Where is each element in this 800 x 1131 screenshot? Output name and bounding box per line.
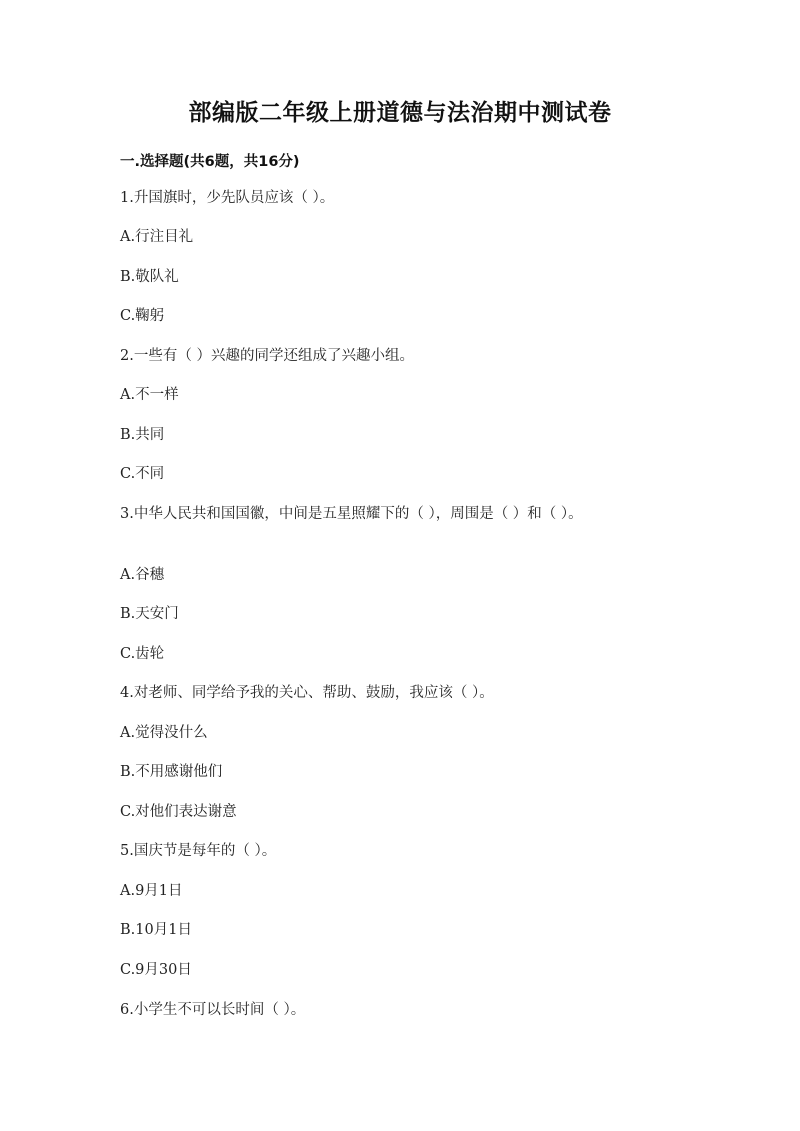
question-1-stem: 1.升国旗时，少先队员应该（ ）。: [120, 190, 335, 206]
question-1-option-b[interactable]: B.敬队礼: [120, 269, 179, 285]
question-3-stem: 3.中华人民共和国国徽，中间是五星照耀下的（ ），周围是（ ）和（ ）。: [120, 506, 583, 522]
question-5-option-a[interactable]: A.9月1日: [120, 883, 183, 899]
question-4-option-c[interactable]: C.对他们表达谢意: [120, 804, 237, 820]
question-4-option-a[interactable]: A.觉得没什么: [120, 725, 208, 741]
question-1-option-a[interactable]: A.行注目礼: [120, 229, 194, 245]
question-2-option-a[interactable]: A.不一样: [120, 387, 179, 403]
question-2-option-c[interactable]: C.不同: [120, 466, 165, 482]
question-5-option-c[interactable]: C.9月30日: [120, 962, 192, 978]
question-5-option-b[interactable]: B.10月1日: [120, 922, 192, 938]
question-1-option-c[interactable]: C.鞠躬: [120, 308, 165, 324]
question-3-option-c[interactable]: C.齿轮: [120, 646, 165, 662]
question-4-option-b[interactable]: B.不用感谢他们: [120, 764, 223, 780]
section-heading: 一.选择题(共6题，共16分): [120, 154, 300, 170]
question-3-option-b[interactable]: B.天安门: [120, 606, 179, 622]
exam-title: 部编版二年级上册道德与法治期中测试卷: [188, 100, 612, 126]
question-3-option-a[interactable]: A.谷穗: [120, 567, 165, 583]
question-6-stem: 6.小学生不可以长时间（ ）。: [120, 1002, 306, 1018]
question-2-stem: 2.一些有（ ）兴趣的同学还组成了兴趣小组。: [120, 348, 414, 364]
question-2-option-b[interactable]: B.共同: [120, 427, 165, 443]
question-4-stem: 4.对老师、同学给予我的关心、帮助、鼓励，我应该（ ）。: [120, 685, 494, 701]
question-5-stem: 5.国庆节是每年的（ ）。: [120, 843, 277, 859]
